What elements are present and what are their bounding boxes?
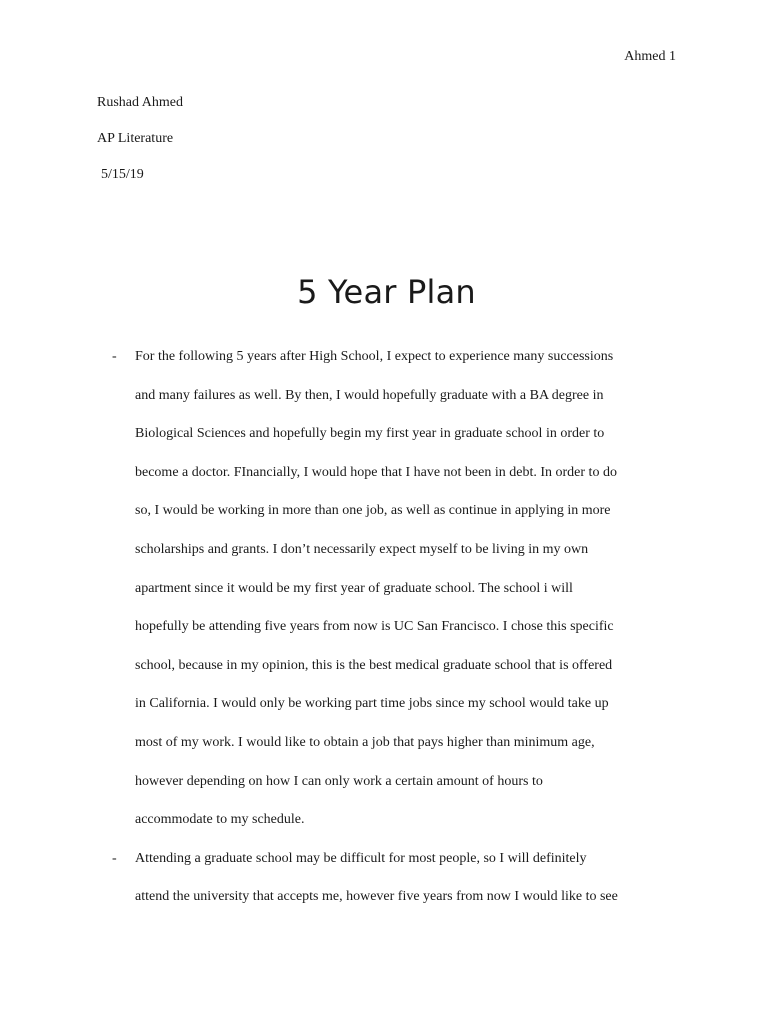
dash-marker: - (112, 349, 117, 364)
text-line: most of my work. I would like to obtain a job that pays higher than minimum age, (135, 734, 595, 750)
mla-heading (97, 93, 183, 201)
text-line: Biological Sciences and hopefully begin my first year in graduate school in order to (135, 426, 605, 442)
text-line: however depending on how I can only work a certain amount of hours to (135, 773, 543, 789)
text-line: and many failures as well. By then, I would hopefully graduate with a BA degree in (135, 387, 604, 403)
text-line: For the following 5 years after High School, I expect to experience many successions (135, 349, 614, 364)
paragraph (135, 338, 768, 840)
course-name: AP Literature (97, 131, 174, 146)
text-line: so, I would be working in more than one job, as well as continue in applying in more (135, 503, 611, 519)
running-header: Ahmed 1 (624, 49, 676, 64)
text-line: school, because in my opinion, this is the best medical graduate school that is offered (135, 657, 613, 673)
text-line: attend the university that accepts me, however five years from now I would like to see (135, 889, 618, 905)
date-line: 5/15/19 (101, 167, 144, 182)
paragraph (135, 840, 768, 917)
text-line: in California. I would only be working part time jobs since my school would take up (135, 696, 609, 712)
page-title: 5 Year Plan (297, 273, 476, 311)
bullet-item (0, 840, 768, 917)
student-name: Rushad Ahmed (97, 95, 183, 110)
bullet-item (0, 338, 768, 840)
text-line: hopefully be attending five years from now is UC San Francisco. I chose this specific (135, 619, 614, 635)
text-line: become a doctor. FInancially, I would hope that I have not been in debt. In order to do (135, 464, 617, 480)
text-line: scholarships and grants. I don’t necessarily expect myself to be living in my own (135, 541, 589, 557)
text-line: Attending a graduate school may be difficult for most people, so I will definitely (135, 850, 587, 866)
text-line: accommodate to my schedule. (135, 812, 305, 828)
bullet-list (0, 338, 768, 917)
dash-marker: - (112, 850, 117, 866)
text-line: apartment since it would be my first year of graduate school. The school i will (135, 580, 573, 596)
